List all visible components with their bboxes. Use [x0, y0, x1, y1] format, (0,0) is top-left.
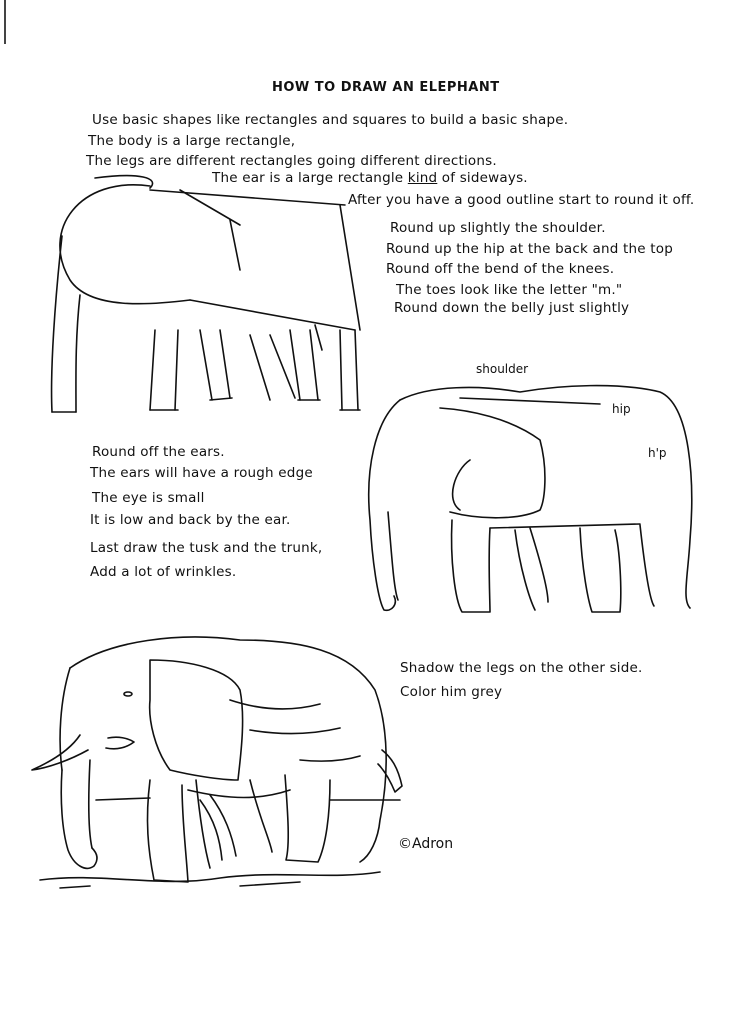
step4-line-1: Shadow the legs on the other side.	[400, 660, 643, 676]
shoulder-label: shoulder	[476, 362, 529, 376]
step3-line-1: Round off the ears.	[92, 444, 225, 460]
page-title: HOW TO DRAW AN ELEPHANT	[272, 80, 500, 95]
step2-line-6: Round down the belly just slightly	[394, 300, 630, 316]
step2-line-2: Round up slightly the shoulder.	[390, 220, 606, 236]
step3-line-2: The ears will have a rough edge	[90, 465, 313, 481]
ear-prefix: The ear is a large rectangle	[212, 170, 404, 186]
ear-kind-word: kind	[407, 170, 438, 186]
step3-line-4: It is low and back by the ear.	[90, 512, 291, 528]
hip-label-2: h'p	[648, 446, 667, 460]
step1-line-3: The legs are different rectangles going different directions.	[86, 153, 497, 169]
step2-line-4: Round off the bend of the knees.	[386, 261, 615, 277]
step2-line-3: Round up the hip at the back and the top	[386, 241, 673, 257]
step1-line-2: The body is a large rectangle,	[88, 133, 296, 149]
step1-line-1: Use basic shapes like rectangles and squares to build a basic shape.	[92, 112, 569, 128]
step3-line-3: The eye is small	[92, 490, 205, 506]
hip-label: hip	[612, 402, 631, 416]
step4-line-2: Color him grey	[400, 684, 503, 700]
step2-line-1: After you have a good outline start to round it off.	[348, 192, 695, 208]
ear-suffix: of sideways.	[441, 170, 528, 186]
step2-line-5: The toes look like the letter "m."	[396, 282, 623, 298]
step3-line-5: Last draw the tusk and the trunk,	[90, 540, 323, 556]
copyright-mark: ©Adron	[398, 836, 454, 852]
step3-line-6: Add a lot of wrinkles.	[90, 564, 237, 580]
